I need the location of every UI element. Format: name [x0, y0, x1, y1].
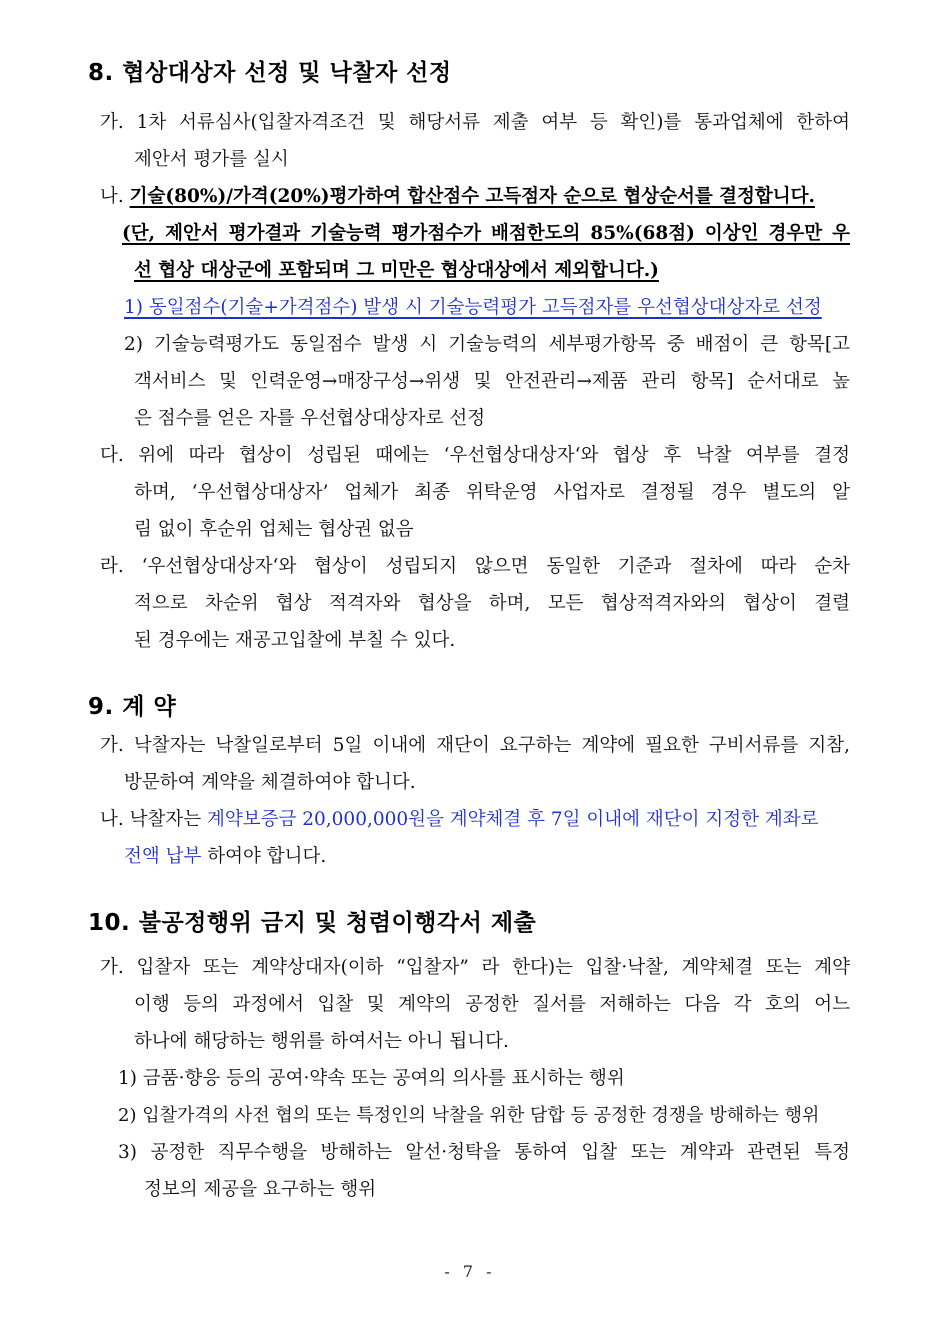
sec10-ga-line2: 이행 등의 과정에서 입찰 및 계약의 공정한 질서를 저해하는 다음 각 호의 어느	[134, 994, 850, 1015]
sec8-ra-line1: 라. ‘우선협상대상자‘와 협상이 성립되지 않으면 동일한 기준과 절차에 따라 순차	[100, 556, 850, 577]
sec8-da-line2: 하며, ‘우선협상대상자’ 업체가 최종 위탁운영 사업자로 결정될 경우 별도의 알	[134, 482, 850, 503]
section-9-title: 9. 계 약	[88, 694, 177, 720]
section-10-title: 10. 불공정행위 금지 및 청렴이행각서 제출	[88, 910, 537, 936]
sec8-na-prefix: 나.	[100, 186, 130, 207]
sec10-ga-line1: 가. 입찰자 또는 계약상대자(이하 “입찰자” 라 한다)는 입찰·낙찰, 계약체결 또는 계약	[100, 957, 850, 978]
sec9-ga-line2: 방문하여 계약을 체결하여야 합니다.	[124, 772, 416, 793]
sec10-item2: 2) 입찰가격의 사전 협의 또는 특정인의 낙찰을 위한 담합 등 공정한 경쟁을 방해하는 행위	[118, 1105, 820, 1126]
sec8-na-line2: (단, 제안서 평가결과 기술능력 평가점수가 배점한도의 85%(68점) 이상인 경우만 우	[122, 223, 850, 244]
sec10-ga-line3: 하나에 해당하는 행위를 하여서는 아니 됩니다.	[134, 1031, 509, 1052]
sec8-ra-line2: 적으로 차순위 협상 적격자와 협상을 하며, 모든 협상적격자와의 협상이 결렬	[134, 593, 850, 614]
sec8-na-sub1: 1) 동일점수(기술+가격점수) 발생 시 기술능력평가 고득점자를 우선협상대상자로 선정	[124, 297, 822, 318]
sec9-na-line2	[124, 844, 326, 870]
sec9-na-full-payment: 전액 납부	[124, 846, 202, 867]
page-number: - 7 -	[444, 1262, 496, 1281]
sec9-na-suffix: 하여야 합니다.	[201, 846, 327, 867]
section-8-title: 8. 협상대상자 선정 및 낙찰자 선정	[88, 60, 452, 86]
sec8-na-sub2-line2: 객서비스 및 인력운영→매장구성→위생 및 안전관리→제품 관리 항목] 순서대로 높	[134, 371, 850, 392]
sec9-na-deposit-text: 계약보증금 20,000,000원을 계약체결 후 7일 이내에 재단이 지정한 계좌로	[207, 809, 819, 830]
sec9-na-prefix: 나. 낙찰자는	[100, 809, 207, 830]
sec8-na-bold-text: 기술(80%)/가격(20%)평가하여 합산점수 고득점자 순으로 협상순서를 결정합니다.	[129, 186, 815, 207]
sec9-na-line1	[100, 807, 819, 833]
sec10-item1: 1) 금품·향응 등의 공여·약속 또는 공여의 의사를 표시하는 행위	[118, 1068, 625, 1089]
sec8-ga-line1: 가. 1차 서류심사(입찰자격조건 및 해당서류 제출 여부 등 확인)를 통과업체에 한하여	[100, 112, 850, 133]
sec8-da-line3: 림 없이 후순위 업체는 협상권 없음	[134, 519, 414, 540]
sec8-ra-line3: 된 경우에는 재공고입찰에 부칠 수 있다.	[134, 630, 456, 651]
sec8-da-line1: 다. 위에 따라 협상이 성립된 때에는 ‘우선협상대상자‘와 협상 후 낙찰 여부를 결정	[100, 445, 850, 466]
sec8-na-sub2-line1: 2) 기술능력평가도 동일점수 발생 시 기술능력의 세부평가항목 중 배점이 큰 항목[고	[124, 334, 850, 355]
sec10-item3-line2: 정보의 제공을 요구하는 행위	[144, 1179, 377, 1200]
sec8-na-line1	[100, 184, 815, 210]
sec10-item3-line1: 3) 공정한 직무수행을 방해하는 알선·청탁을 통하여 입찰 또는 계약과 관련된 특정	[118, 1142, 850, 1163]
sec9-ga-line1: 가. 낙찰자는 낙찰일로부터 5일 이내에 재단이 요구하는 계약에 필요한 구비서류를 지참,	[100, 735, 850, 756]
sec8-na-sub2-line3: 은 점수를 얻은 자를 우선협상대상자로 선정	[134, 408, 486, 429]
sec8-ga-line2: 제안서 평가를 실시	[134, 149, 289, 170]
sec8-na-line3: 선 협상 대상군에 포함되며 그 미만은 협상대상에서 제외합니다.)	[134, 260, 659, 281]
